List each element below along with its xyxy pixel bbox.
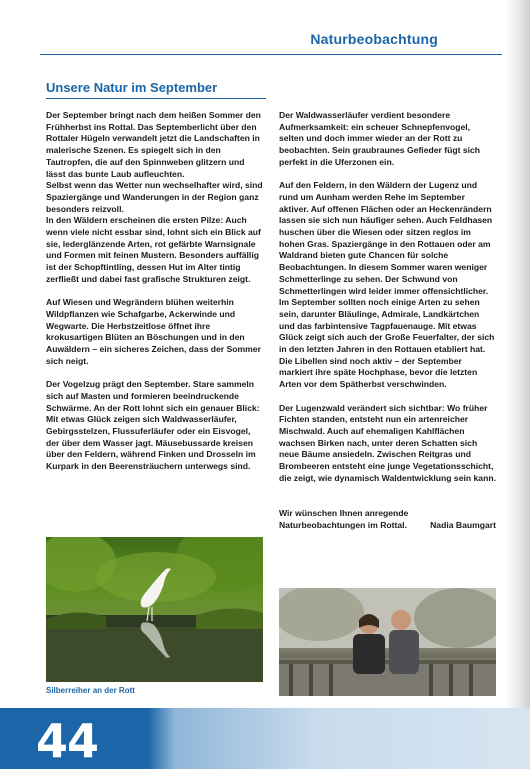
author-name: Nadia Baumgart (430, 519, 496, 530)
page-edge-shadow (506, 0, 530, 769)
paragraph: Auf Wiesen und Wegrändern blühen weiterhin Wildpflanzen wie Schafgarbe, Ackerwinde und Wegwarte. Die Herbstzeitlose öffnet ihre krokusartigen Blüten an Böschungen und in den Auwäldern – ein sicheres Zeichen, dass der Sommer sich neigt. (46, 297, 261, 366)
title-divider (46, 98, 266, 99)
closing-text: Wir wünschen Ihnen anregende Naturbeobachtungen im Rottal. (279, 507, 409, 530)
paragraph: Der Waldwasserläufer verdient besondere Aufmerksamkeit: ein scheuer Schnepfenvogel, selten und doch immer wieder an der Rott zu beobachten. Sein graubraunes Gefieder fügt sich perfekt in die Uferzonen ein. (279, 110, 481, 167)
paragraph: Auf den Feldern, in den Wäldern der Lugenz und rund um Aunham werden Rehe im September aktiver. Auf offenen Flächen oder an Heckenrändern lassen sie sich nun häufiger sehen. Auch Feldhasen huschen über die Wiesen oder sitzen reglos im hohen Gras. Spaziergänge in den Rottauen oder am Waldrand bieten gute Chancen für solche Beobachtungen. In diesem Sommer waren weniger Schmetterlinge zu sehen. Der Schwund von Schmetterlingen wird leider immer offensichtlicher. Im September sollten noch einige Arten zu sehen sein, darunter Bläulinge, Admirale, Landkärtchen und das farbintensive Tagpfauenauge. Mit etwas Glück zeigt sich auch der Große Feuerfalter, der sich in den letzten Jahren in den Rottauen etabliert hat. Die Libellen sind noch aktiv – der September markiert ihre späte Hochphase, bevor die letzten Arten vor dem Spätherbst verschwinden. (279, 180, 495, 390)
page-header (40, 30, 502, 55)
paragraph: Der September bringt nach dem heißen Sommer den Frühherbst ins Rottal. Das Septemberlicht über den Rottaler Hügeln verwandelt jetzt die Landschaften in malerische Szenen. Es spiegelt sich in den Tautropfen, die auf den Spinnweben glitzern und lässt das bunte Laub aufleuchten. Selbst wenn das Wetter nun wechselhafter wird, sind Spaziergänge und Wanderungen in der Region ganz besonders reizvoll. In den Wäldern erscheinen die ersten Pilze: Auch wenn viele nicht essbar sind, lohnt sich ein Blick auf sie, lederglänzende Arten, rot gefärbte Warnsignale und Formen mit feinen Mustern. Besonders auffällig ist der Schopftintling, dessen Hut im Alter tintig zerfließt und dabei fast grafische Strukturen zeigt. (46, 110, 263, 284)
right-column (279, 110, 496, 531)
paragraph: Der Lugenzwald verändert sich sichtbar: Wo früher Fichten standen, entsteht nun ein artenreicher Mischwald. Auch auf ehemaligen Kahlflächen wachsen Birken nach, unter deren Schatten sich neue Bäume ansiedeln. Zwischen Reitgras und Brombeeren entsteht eine junge Vegetationsschicht, die zeigt, wie dynamisch Waldentwicklung sein kann. (279, 402, 496, 483)
left-column (46, 110, 264, 484)
heron-illustration (46, 537, 263, 682)
paragraph: Der Vogelzug prägt den September. Stare sammeln sich auf Masten und formieren beeindruckende Schwärme. An der Rott lohnt sich ein genauer Blick: Mit etwas Glück zeigen sich Waldwasserläufer, Gebirgsstelzen, Flussuferläufer oder ein Eisvogel, der über dem Wasser jagt. Mäusebussarde kreisen über den Feldern, während Finken und Drosseln im Kurpark in den Beerensträuchern unterwegs sind. (46, 379, 260, 472)
article-title: Unsere Natur im September (46, 80, 218, 95)
heron-caption: Silberreiher an der Rott (46, 686, 135, 695)
page-number: 44 (36, 714, 99, 768)
couple-photo (279, 588, 496, 696)
section-title: Naturbeobachtung (310, 31, 438, 47)
heron-photo (46, 537, 263, 682)
couple-illustration (279, 588, 496, 696)
